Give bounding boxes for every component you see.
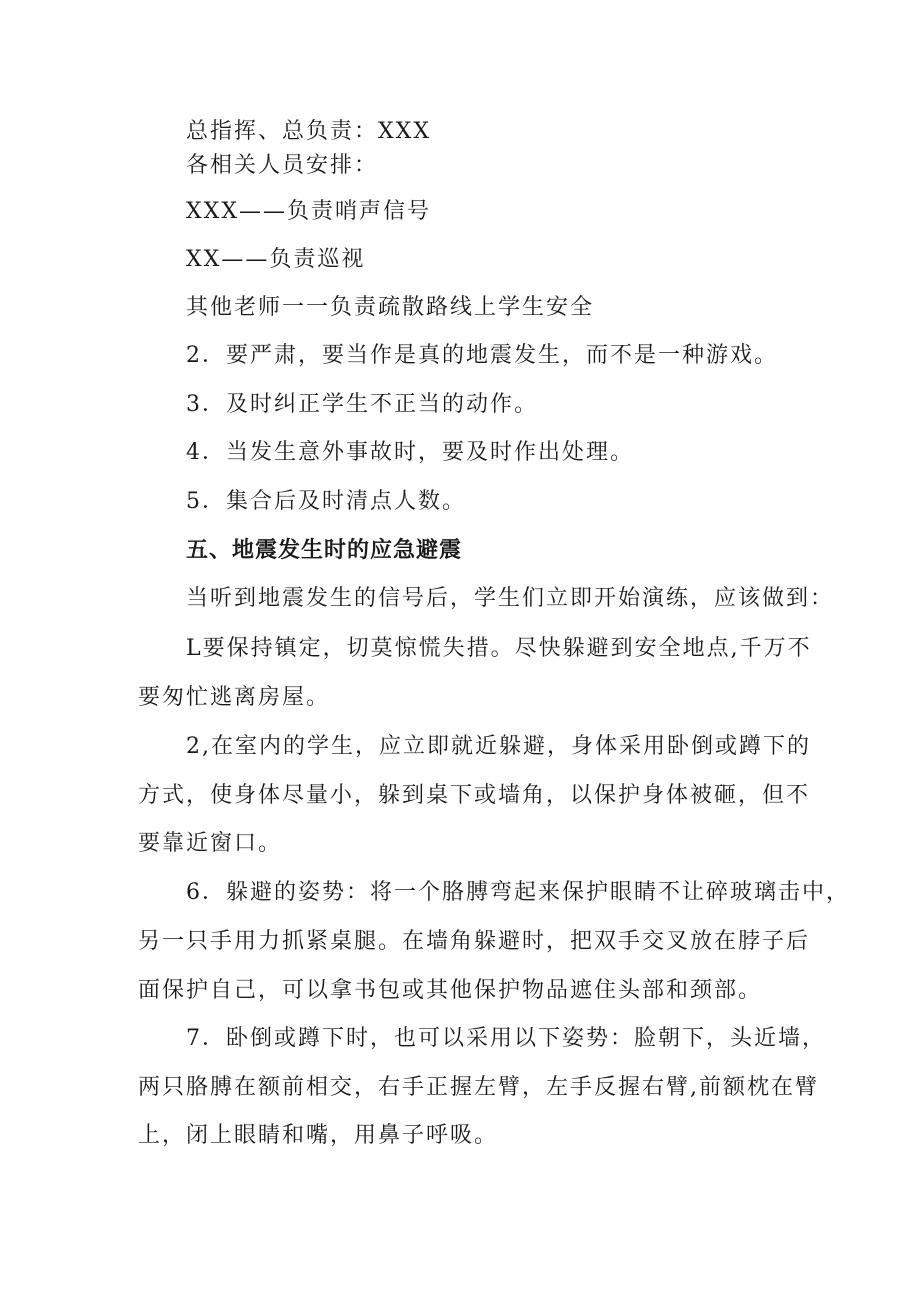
text-line-commander: 总指挥、总负责：XXX	[186, 119, 431, 144]
text-line-indoor-a: 2,在室内的学生，应立即就近躲避，身体采用卧倒或蹲下的	[186, 734, 811, 759]
text-line-intro: 当听到地震发生的信号后，学生们立即开始演练，应该做到：	[186, 586, 835, 611]
text-line-item-6c: 面保护自己，可以拿书包或其他保护物品遮住头部和颈部。	[138, 978, 763, 1003]
text-line-indoor-c: 要靠近窗口。	[138, 831, 283, 856]
text-line-item-1b: 要匆忙逃离房屋。	[138, 685, 331, 710]
text-line-staff-heading: 各相关人员安排：	[186, 153, 379, 178]
text-line-whistle: XXX——负责哨声信号	[186, 199, 431, 224]
text-line-item-6a: 6．躲避的姿势：将一个胳膊弯起来保护眼睛不让碎玻璃击中，	[186, 880, 850, 905]
section-heading: 五、地震发生时的应急避震	[186, 538, 463, 563]
text-line-teachers: 其他老师一一负责疏散路线上学生安全	[186, 295, 595, 320]
text-line-indoor-b: 方式，使身体尽量小，躲到桌下或墙角，以保护身体被砸，但不	[138, 783, 811, 808]
text-line-item-7a: 7．卧倒或蹲下时，也可以采用以下姿势：脸朝下，头近墙，	[186, 1026, 826, 1051]
text-line-item-2: 2．要严肃，要当作是真的地震发生，而不是一种游戏。	[186, 343, 778, 368]
text-line-item-4: 4．当发生意外事故时，要及时作出处理。	[186, 440, 634, 465]
text-line-item-6b: 另一只手用力抓紧桌腿。在墙角躲避时，把双手交叉放在脖子后	[138, 929, 811, 954]
text-line-patrol: XX——负责巡视	[186, 247, 366, 272]
text-line-item-5: 5．集合后及时清点人数。	[186, 489, 466, 514]
text-line-item-1a: L要保持镇定，切莫惊慌失措。尽快躲避到安全地点,千万不	[186, 636, 812, 661]
text-line-item-3: 3．及时纠正学生不正当的动作。	[186, 392, 538, 417]
text-line-item-7c: 上，闭上眼睛和嘴，用鼻子呼吸。	[138, 1123, 499, 1148]
text-line-item-7b: 两只胳膊在额前相交，右手正握左臂，左手反握右臂,前额枕在臂	[138, 1075, 819, 1100]
